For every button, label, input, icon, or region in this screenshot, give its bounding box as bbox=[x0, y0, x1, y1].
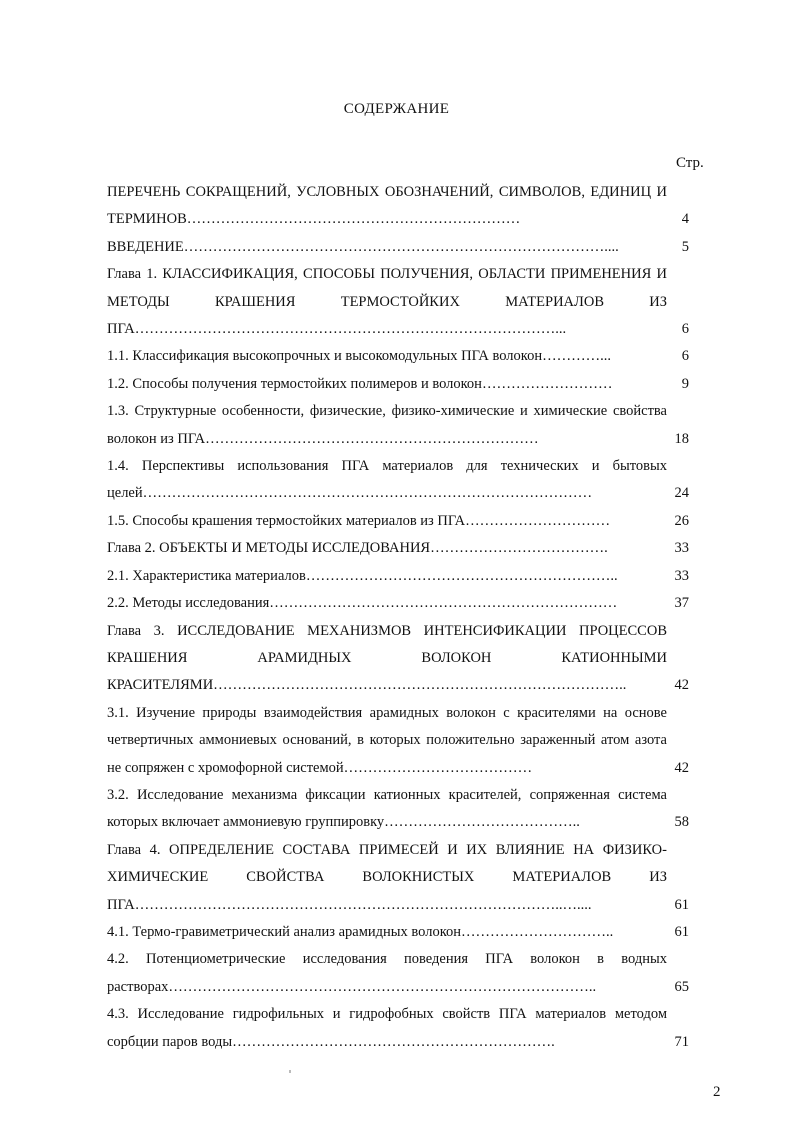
toc-entry-text: 1.2. Способы получения термостойких полимеров и волокон……………………… bbox=[107, 375, 613, 392]
toc-entry-page: 58 bbox=[674, 814, 689, 831]
toc-entry[interactable] bbox=[107, 398, 689, 453]
toc-entry-page: 4 bbox=[681, 211, 689, 228]
toc-entry[interactable] bbox=[107, 234, 689, 261]
page-number: 2 bbox=[713, 1084, 721, 1100]
toc-entry[interactable] bbox=[107, 261, 689, 343]
toc-entry[interactable] bbox=[107, 179, 689, 234]
toc-entry-page: 18 bbox=[674, 430, 689, 447]
toc-entry-page: 33 bbox=[674, 540, 689, 557]
toc-entry-page: 37 bbox=[674, 595, 689, 612]
page-title: СОДЕРЖАНИЕ bbox=[343, 101, 450, 117]
toc-entry-page: 6 bbox=[681, 321, 689, 338]
table-of-contents bbox=[107, 179, 689, 1056]
toc-entry[interactable] bbox=[107, 535, 689, 562]
toc-entry-text: 1.4. Перспективы использования ПГА материалов для технических и бытовых целей………………………………………………………………………………… bbox=[107, 458, 667, 502]
toc-entry-page: 24 bbox=[674, 485, 689, 502]
toc-entry[interactable] bbox=[107, 700, 689, 782]
toc-entry[interactable] bbox=[107, 508, 689, 535]
toc-entry[interactable] bbox=[107, 919, 689, 946]
toc-entry-page: 6 bbox=[681, 348, 689, 365]
toc-entry-text: 3.2. Исследование механизма фиксации катионных красителей, сопряженная система которых включает аммониевую группировку………………………………….. bbox=[107, 786, 667, 831]
toc-entry-text: 2.1. Характеристика материалов……………………………………………………….. bbox=[107, 567, 618, 584]
toc-entry[interactable] bbox=[107, 837, 689, 919]
toc-entry-text: 4.2. Потенциометрические исследования поведения ПГА волокон в водных растворах…………………………………………………………………………….. bbox=[107, 951, 667, 995]
toc-entry-text: ПЕРЕЧЕНЬ СОКРАЩЕНИЙ, УСЛОВНЫХ ОБОЗНАЧЕНИЙ, СИМВОЛОВ, ЕДИНИЦ И ТЕРМИНОВ…………………………………………………………… bbox=[107, 184, 667, 228]
toc-entry-text: ВВЕДЕНИЕ…………………………………………………………………………….... bbox=[107, 238, 619, 255]
toc-entry-page: 42 bbox=[674, 677, 689, 694]
toc-entry-page: 9 bbox=[681, 375, 689, 392]
toc-entry[interactable] bbox=[107, 782, 689, 837]
toc-entry-text: 4.1. Термо-гравиметрический анализ арамидных волокон………………………….. bbox=[107, 923, 614, 940]
toc-entry-page: 71 bbox=[674, 1033, 689, 1050]
toc-entry[interactable] bbox=[107, 563, 689, 590]
toc-entry[interactable] bbox=[107, 946, 689, 1001]
toc-entry-text: Глава 4. ОПРЕДЕЛЕНИЕ СОСТАВА ПРИМЕСЕЙ И ИХ ВЛИЯНИЕ НА ФИЗИКО-ХИМИЧЕСКИЕ СВОЙСТВА ВОЛОКНИСТЫХ МАТЕРИАЛОВ ИЗ ПГА……………………………………………………………………………..….... bbox=[107, 841, 667, 913]
toc-entry-text: Глава 3. ИССЛЕДОВАНИЕ МЕХАНИЗМОВ ИНТЕНСИФИКАЦИИ ПРОЦЕССОВ КРАШЕНИЯ АРАМИДНЫХ ВОЛОКОН КАТИОННЫМИ КРАСИТЕЛЯМИ………………………………………………………………………….. bbox=[107, 622, 667, 694]
toc-entry-page: 65 bbox=[674, 978, 689, 995]
toc-entry-text: 1.5. Способы крашения термостойких материалов из ПГА………………………… bbox=[107, 512, 611, 529]
toc-entry-page: 42 bbox=[674, 759, 689, 776]
toc-entry[interactable] bbox=[107, 618, 689, 700]
toc-entry-page: 61 bbox=[674, 923, 689, 940]
toc-entry[interactable] bbox=[107, 1001, 689, 1056]
toc-entry-page: 33 bbox=[674, 567, 689, 584]
toc-entry[interactable] bbox=[107, 590, 689, 617]
toc-entry-text: 2.2. Методы исследования……………………………………………………………… bbox=[107, 595, 618, 612]
toc-entry-text: 4.3. Исследование гидрофильных и гидрофобных свойств ПГА материалов методом сорбции паров воды…………………………………………………………. bbox=[107, 1006, 667, 1050]
toc-entry-text: 3.1. Изучение природы взаимодействия арамидных волокон с красителями на основе четвертичных аммониевых оснований, в которых положительно зараженный атом азота не сопряжен с хромофорной системой………………………………… bbox=[107, 704, 667, 776]
page-column-header: Стр. bbox=[676, 155, 704, 171]
toc-entry-page: 5 bbox=[681, 238, 689, 255]
toc-entry-text: 1.3. Структурные особенности, физические, физико-химические и химические свойства волокон из ПГА…………………………………………………………… bbox=[107, 403, 667, 447]
toc-entry[interactable] bbox=[107, 343, 689, 370]
toc-entry-text: Глава 1. КЛАССИФИКАЦИЯ, СПОСОБЫ ПОЛУЧЕНИЯ, ОБЛАСТИ ПРИМЕНЕНИЯ И МЕТОДЫ КРАШЕНИЯ ТЕРМОСТОЙКИХ МАТЕРИАЛОВ ИЗ ПГА……………………………………………………………………………... bbox=[107, 266, 667, 338]
toc-entry-page: 26 bbox=[674, 512, 689, 529]
toc-entry[interactable] bbox=[107, 453, 689, 508]
toc-entry[interactable] bbox=[107, 371, 689, 398]
toc-entry-page: 61 bbox=[674, 896, 689, 913]
toc-entry-text: 1.1. Классификация высокопрочных и высокомодульных ПГА волокон…………... bbox=[107, 348, 611, 365]
toc-entry-text: Глава 2. ОБЪЕКТЫ И МЕТОДЫ ИССЛЕДОВАНИЯ………………………………. bbox=[107, 540, 608, 557]
scan-speck bbox=[289, 1070, 291, 1073]
